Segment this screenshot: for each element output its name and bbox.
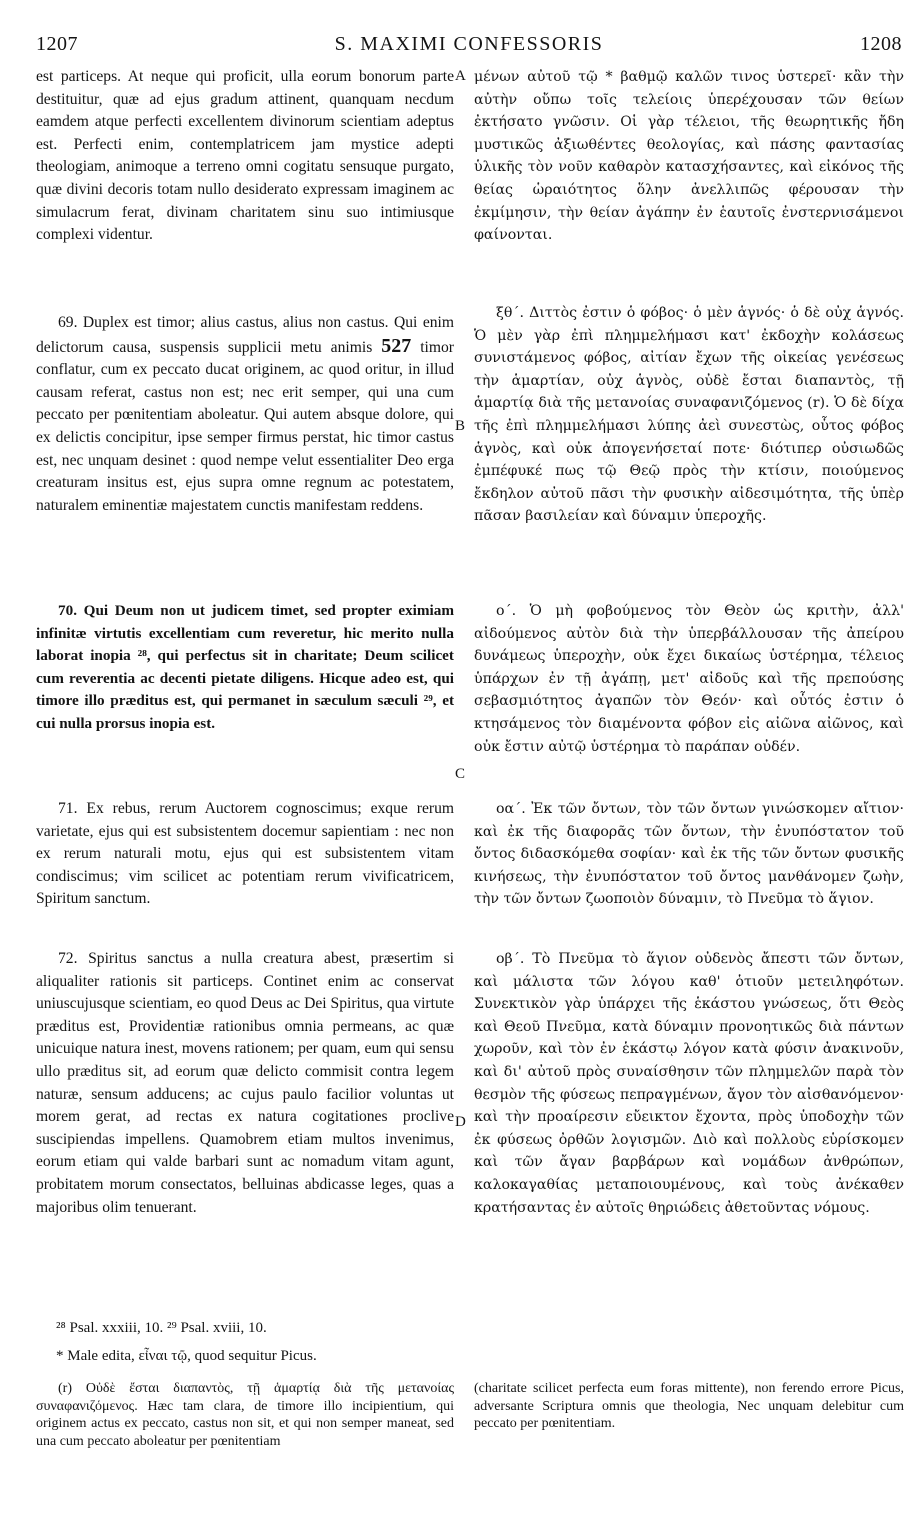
footnote-star: * Male edita, εἶναι τῷ, quod sequitur Picus.	[56, 1348, 317, 1364]
latin-paragraph-71: 71. Ex rebus, rerum Auctorem cognoscimus; exque rerum varietate, ejus qui est subsistentem docemur sapientiam : nec non ex rerum naturali motu, ejus qui est subsistentem vitam condiscimus; vim scilicet ac potentiam rerum vivificatricem, Spiritum sanctum.	[36, 800, 454, 908]
running-title: S. MAXIMI CONFESSORIS	[334, 33, 604, 55]
greek-paragraph-69: ξθ΄. Διττὸς ἐστιν ὁ φόβος· ὁ μὲν ἁγνός· ὁ δὲ οὐχ ἁγνός. Ὁ μὲν γὰρ ἐπὶ πλημμελήμασι κατ' ἐκδοχὴν κολάσεως συνιστάμενος φόβος, αἰτίαν ἔχων τῆς οἰκείας γενέσεως τὴν ἁμαρτίαν, οὐχ ἁγνὸς, οὐδὲ ἔσται διαπαντὸς, τῇ ἁμαρτίᾳ διὰ τῆς μετανοίας συναφανιζόμενος (r). Ὁ δὲ δίχα τῆς ἐπὶ πλημμελήμασι λύπης ἀεὶ συνεστὼς, οὗτος φόβος ἁγνὸς, καὶ οὐκ ἀπογενήσεταί ποτε· διότιπερ οὐσιωδῶς ἐμπέφυκέ πως τῷ Θεῷ πρὸς τὴν κτίσιν, ποιούμενος ἔκδηλον αὐτοῦ πᾶσι τὴν φυσικὴν αἰδεσιμότητα, τῆς ὑπὲρ πᾶσαν βασιλείαν καὶ δύναμιν ὑπεροχῆς.	[474, 305, 904, 525]
margin-letter-a: A	[455, 68, 466, 84]
page-header	[36, 33, 902, 61]
latin-paragraph-70: 70. Qui Deum non ut judicem timet, sed propter eximiam infinitæ virtutis excellentiam cum reveretur, hic merito nulla laborat inopia ²⁸, qui perfectus sit in charitate; Deum scilicet cum reverentia ac decenti pietate diligens. Hicque adeo est, qui timore illo præditus est, qui permanet in sæculum sæculi ²⁹, et cui nulla prorsus inopia est.	[36, 602, 454, 732]
latin-paragraph-69: 69. Duplex est timor; alius castus, alius non castus. Qui enim delictorum causa, suspensis supplicii metu animis 527 timor conflatur, cum ex peccato ducat originem, ac quod oritur, in illud causam referat, castus non est; nec erit semper, qui una cum peccato per pœnitentiam aboleatur. Qui autem absque dolore, qui ex delictis concipitur, ipse semper firmus perstat, hic timor castus est, nec unquam desinet : quod nempe velut essentialiter Deo erga creaturam insitus est, ejus supra omne regnum ac potestatem, naturalem eminentiæ majestatem cunctis manifestam reddens.	[36, 314, 454, 514]
margin-letter-b: B	[455, 418, 466, 434]
right-page-number: 1208	[860, 33, 902, 55]
column-number: 527	[381, 334, 412, 357]
left-page-number: 1207	[36, 33, 78, 55]
footnote-references: ²⁸ Psal. xxxiii, 10. ²⁹ Psal. xviii, 10.	[56, 1320, 267, 1336]
note-r-right: (charitate scilicet perfecta eum foras mittente), non ferendo errore Picus, adversante Scriptura omnis que theologia, Nec unquam delebitur cum peccato per pœnitentiam.	[474, 1381, 904, 1431]
margin-letter-d: D	[455, 1114, 466, 1130]
note-r-left: (r) Οὐδὲ ἔσται διαπαντὸς, τῇ ἁμαρτίᾳ διὰ τῆς μετανοίας συναφανιζόμενος. Hæc tam clara, de timore illo incipientium, qui originem actus ex peccato, castus non sit, et qui non semper maneat, sed una cum peccato aboleatur per pœnitentiam	[36, 1381, 454, 1449]
latin-paragraph-72: 72. Spiritus sanctus a nulla creatura abest, præsertim si aliqualiter rationis sit particeps. Continet enim ac conservat uniuscujusque scientiam, eo quod Deus ac Dei Spiritus, qua virtute præditus est, Providentiæ rationibus omnia permeans, ac quæ unicuique natura inest, movens rationem; per quam, eum qui sensu ullo præditus sit, ad eorum quæ delicto commisit contra legem naturæ, sensum adducens; ac cujus paulo facilior voluntas ut morem gerat, ad rectas ex natura cogitationes proclive suscipiendas impellens. Quamobrem etiam multos invenimus, eorum etiam qui valde barbari sunt ac nomadum vitam agunt, probitatem morum consectatos, belluinas abdicasse leges, quas a majoribus olim tenuerant.	[36, 950, 454, 1216]
margin-letter-c: C	[455, 766, 466, 782]
latin-paragraph-intro: est particeps. At neque qui proficit, ulla eorum bonorum parte destituitur, quæ ad ejus gradum attinent, quanquam necdum eamdem atque perfecti excellentem divinorum scientiam adeptus est. Perfecti enim, contemplatricem jam mystice adepti theologiam, animoque a terreno omni cogitatu sensuque purgato, quæ divini decoris totam nullo desiderato expressam imaginem ac simulacrum ferat, divinam charitatem sinu suo intimiusque complexi videntur.	[36, 68, 454, 244]
greek-paragraph-71: οα΄. Ἐκ τῶν ὄντων, τὸν τῶν ὄντων γινώσκομεν αἴτιον· καὶ ἐκ τῆς διαφορᾶς τῶν ὄντων, τὴν ἐνυπόστατον τοῦ ὄντος διδασκόμεθα σοφίαν· καὶ ἐκ τῆς τῶν ὄντων φυσικῆς κινήσεως, τὴν ἐνυπόστατον τοῦ ὄντος μανθάνομεν ζωὴν, τὴν τῶν ὄντων ζωοποιὸν δύναμιν, τὸ Πνεῦμα τὸ ἅγιον.	[474, 801, 904, 908]
greek-paragraph-70: ο΄. Ὁ μὴ φοβούμενος τὸν Θεὸν ὡς κριτὴν, ἀλλ' αἰδούμενος αὐτὸν διὰ τὴν ὑπερβάλλουσαν τῆς ἀπείρου δυνάμεως ὑπεροχὴν, οὐκ ἔχει δικαίως ὑστέρημα, τέλειος ὑπάρχων ἐν τῇ ἀγάπῃ, μετ' αἰδοῦς καὶ τῆς πρεπούσης σεβασμιότητος ἀγαπῶν τὸν Θεόν· καὶ οὗτός ἐστιν ὁ κτησάμενος τὸν διαμένοντα φόβον εἰς αἰῶνα αἰῶνος, καὶ οὐκ ἔστιν αὐτῷ ὑστέρημα τὸ παράπαν οὐδέν.	[474, 603, 904, 755]
greek-paragraph-72: οβ΄. Τὸ Πνεῦμα τὸ ἅγιον οὐδενὸς ἄπεστι τῶν ὄντων, καὶ μάλιστα τῶν λόγου καθ' ὁτιοῦν μετειληφότων. Συνεκτικὸν γὰρ ὑπάρχει τῆς ἑκάστου γνώσεως, ὅτι Θεὸς καὶ Θεοῦ Πνεῦμα, κατὰ δύναμιν προνοητικῶς διὰ πάντων χωροῦν, καὶ τὸν ἐν ἑκάστῳ λόγον κατὰ φύσιν ἀνακινοῦν, καὶ δι' αὐτοῦ πρὸς συναίσθησιν τῶν πλημμελῶν παρὰ τὸν θεσμὸν τῆς φύσεως πεπραγμένων, ἄγον τὸν αἰσθανόμενον· καὶ τὴν προαίρεσιν εὔεικτον ἔχοντα, πρὸς ὑποδοχὴν τῶν ἐκ φύσεως ὀρθῶν λογισμῶν. Διὸ καὶ πολλοὺς εὑρίσκομεν καὶ τῶν ἄγαν βαρβάρων καὶ νομάδων ἀνθρώπων, καλοκαγαθίας μεταποιουμένους, καὶ τοὺς ἀνέκαθεν κρατήσαντας ἐν αὐτοῖς θηριώδεις ἀθετοῦντας νόμους.	[474, 951, 904, 1216]
greek-paragraph-intro: μένων αὐτοῦ τῷ * βαθμῷ καλῶν τινος ὑστερεῖ· κἂν τὴν αὐτὴν οὔπω τοῖς τελείοις ὑπερέχουσαν τῶν θείων ἐκτήσατο γνῶσιν. Οἱ γὰρ τέλειοι, τῆς θεωρητικῆς ἤδη μυστικῶς ἀξιωθέντες θεολογίας, καὶ πάσης φαντασίας ὑλικῆς τὸν νοῦν καθαρὸν κατασχήσαντες, καὶ εἰκόνος τῆς θείας ὡραιότητος ὅλην ἀνελλιπῶς φέρουσαν τὴν ἐκμίμησιν, τὴν θείαν ἀγάπην ἐν ἑαυτοῖς ἐνστερνισάμενοι φαίνονται.	[474, 69, 904, 244]
